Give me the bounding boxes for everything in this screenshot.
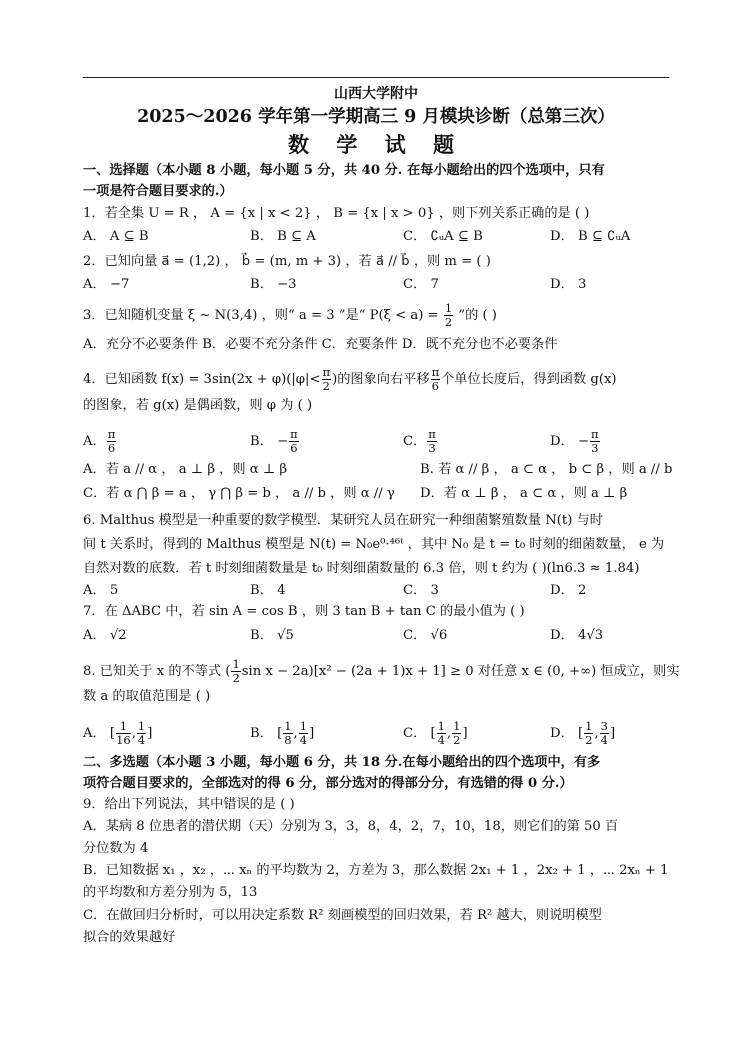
subject-title: 数 学 试 题 (288, 132, 464, 157)
q6-stem-line1: 6. Malthus 模型是一种重要的数学模型．某研究人员在研究一种细菌繁殖数量 N(t) 与时 (83, 513, 603, 528)
q2-option-c: C． 7 (403, 277, 439, 292)
q2-option-d: D． 3 (550, 277, 587, 292)
q2-stem: 2．已知向量 a⃗ = (1,2) ， b⃗ = (m, m + 3) ，若 a⃗ // b⃗ ，则 m = ( ) (83, 254, 491, 269)
q6-stem-line2: 间 t 关系时，得到的 Malthus 模型是 N(t) = N₀e⁰·⁴⁶ᵗ ，其中 N₀ 是 t = t₀ 时刻的细菌数量， e 为 (83, 537, 665, 552)
q2-option-a: A． −7 (83, 277, 130, 292)
q5-option-d: D．若 α ⊥ β ， a ⊂ α ，则 a ⊥ β (420, 486, 628, 501)
q3-fraction: $\frac{1}{2}$ (444, 301, 453, 329)
q5-option-a: A．若 a // α ， a ⊥ β ，则 α ⊥ β (83, 462, 288, 477)
q3-stem-post: ”的 ( ) (458, 308, 497, 323)
q9-option-c-line2: 拟合的效果越好 (83, 930, 176, 945)
q7-stem: 7．在 ΔABC 中，若 sin A = cos B ，则 3 tan B + tan C 的最小值为 ( ) (83, 604, 525, 619)
q4-stem-line2: 的图象，若 g(x) 是偶函数，则 φ 为 ( ) (83, 398, 313, 413)
q4-option-c: C． $\frac{\pi}{3}$ (403, 427, 436, 455)
q3-stem (83, 302, 497, 329)
q4-stem-line1: 4．已知函数 f(x) = 3sin(2x + φ)(|φ|< $\frac{\pi}{2}$ )的图象向右平移 $\frac{\pi}{6}$ 个单位长度后，得到函数 g(x) (83, 365, 617, 393)
section2-heading-line2: 项符合题目要求的，全部选对的得 6 分，部分选对的得部分分，有选错的得 0 分.） (83, 776, 573, 791)
q4-option-d: D． − $\frac{\pi}{3}$ (550, 427, 599, 455)
q5-option-c: C．若 α ⋂ β = a ， γ ⋂ β = b ， a // b ，则 α // γ (83, 486, 395, 501)
section1-heading-line2: 一项是符合题目要求的.） (83, 184, 233, 199)
q8-option-b: B． [ $\frac{1}{8}$ , $\frac{1}{4}$ ] (250, 719, 315, 747)
q9-option-b-line2: 的平均数和方差分别为 5，13 (83, 885, 258, 900)
q9-option-c-line1: C．在做回归分析时，可以用决定系数 R² 刻画模型的回归效果，若 R² 越大，则说明模型 (83, 908, 602, 923)
q4-option-b: B． − $\frac{\pi}{6}$ (250, 427, 298, 455)
q8-option-d: D． [ $\frac{1}{2}$ , $\frac{3}{4}$ ] (550, 719, 616, 747)
q8-option-a: A． [ $\frac{1}{16}$ , $\frac{1}{4}$ ] (83, 719, 153, 747)
q3-options: A．充分不必要条件 B．必要不充分条件 C．充要条件 D．既不充分也不必要条件 (83, 337, 558, 352)
q1-option-c: C． ∁ᵤA ⊆ B (403, 229, 483, 244)
q4-frac-pi-2: $\frac{\pi}{2}$ (322, 365, 331, 393)
exam-title: 2025～2026 学年第一学期高三 9 月模块诊断（总第三次） (137, 107, 615, 127)
q7-option-d: D． 4√3 (550, 628, 604, 643)
q5-option-b: B. 若 α // β ， a ⊂ α ， b ⊂ β ，则 a // b (420, 462, 673, 477)
q6-option-a: A． 5 (83, 583, 119, 598)
q3-stem-pre: 3．已知随机变量 ξ ~ N(3,4) ，则“ a = 3 ”是“ P(ξ < a) = (83, 308, 439, 323)
top-rule (83, 77, 669, 78)
q7-option-a: A． √2 (83, 628, 127, 643)
q6-option-c: C． 3 (403, 583, 439, 598)
q2-option-b: B． −3 (250, 277, 297, 292)
q6-option-d: D． 2 (550, 583, 587, 598)
q1-stem: 1．若全集 U = R ， A = {x | x < 2} ， B = {x | x > 0} ，则下列关系正确的是 ( ) (83, 206, 590, 221)
q6-option-b: B． 4 (250, 583, 286, 598)
q7-option-b: B． √5 (250, 628, 294, 643)
q8-stem-line1: 8. 已知关于 x 的不等式 ( $\frac{1}{2}$ sin x − 2a)[x² − (2a + 1)x + 1] ≥ 0 对任意 x ∈ (0, +∞) 恒成立，则实 (83, 657, 680, 685)
q8-frac-half: $\frac{1}{2}$ (232, 657, 240, 685)
q8-stem-line2: 数 a 的取值范围是 ( ) (83, 689, 211, 704)
q4-option-a: A． $\frac{\pi}{6}$ (83, 427, 116, 455)
q9-stem: 9．给出下列说法，其中错误的是 ( ) (83, 797, 295, 812)
q4-frac-pi-6: $\frac{\pi}{6}$ (431, 365, 440, 393)
q1-option-b: B． B ⊆ A (250, 229, 316, 244)
section1-heading-line1: 一、选择题（本小题 8 小题，每小题 5 分，共 40 分. 在每小题给出的四个选项中，只有 (83, 163, 605, 178)
q1-option-a: A． A ⊆ B (83, 229, 149, 244)
school-name: 山西大学附中 (334, 86, 418, 102)
q9-option-a-line1: A．某病 8 位患者的潜伏期（天）分别为 3，3，8，4，2，7，10，18，则它们的第 50 百 (83, 819, 619, 834)
section2-heading-line1: 二、多选题（本小题 3 小题，每小题 6 分，共 18 分.在每小题给出的四个选项中，有多 (83, 755, 601, 770)
q7-option-c: C． √6 (403, 628, 448, 643)
q1-option-d: D． B ⊆ ∁ᵤA (550, 229, 631, 244)
q6-stem-line3: 自然对数的底数．若 t 时刻细菌数量是 t₀ 时刻细菌数量的 6.3 倍，则 t 约为 ( )(ln6.3 ≈ 1.84) (83, 561, 640, 576)
q9-option-b-line1: B．已知数据 x₁ ，x₂ ，⋯ xₙ 的平均数为 2，方差为 3，那么数据 2x₁ + 1 ，2x₂ + 1 ，⋯ 2xₙ + 1 (83, 863, 669, 878)
q9-option-a-line2: 分位数为 4 (83, 841, 149, 856)
q8-option-c: C． [ $\frac{1}{4}$ , $\frac{1}{2}$ ] (403, 719, 468, 747)
